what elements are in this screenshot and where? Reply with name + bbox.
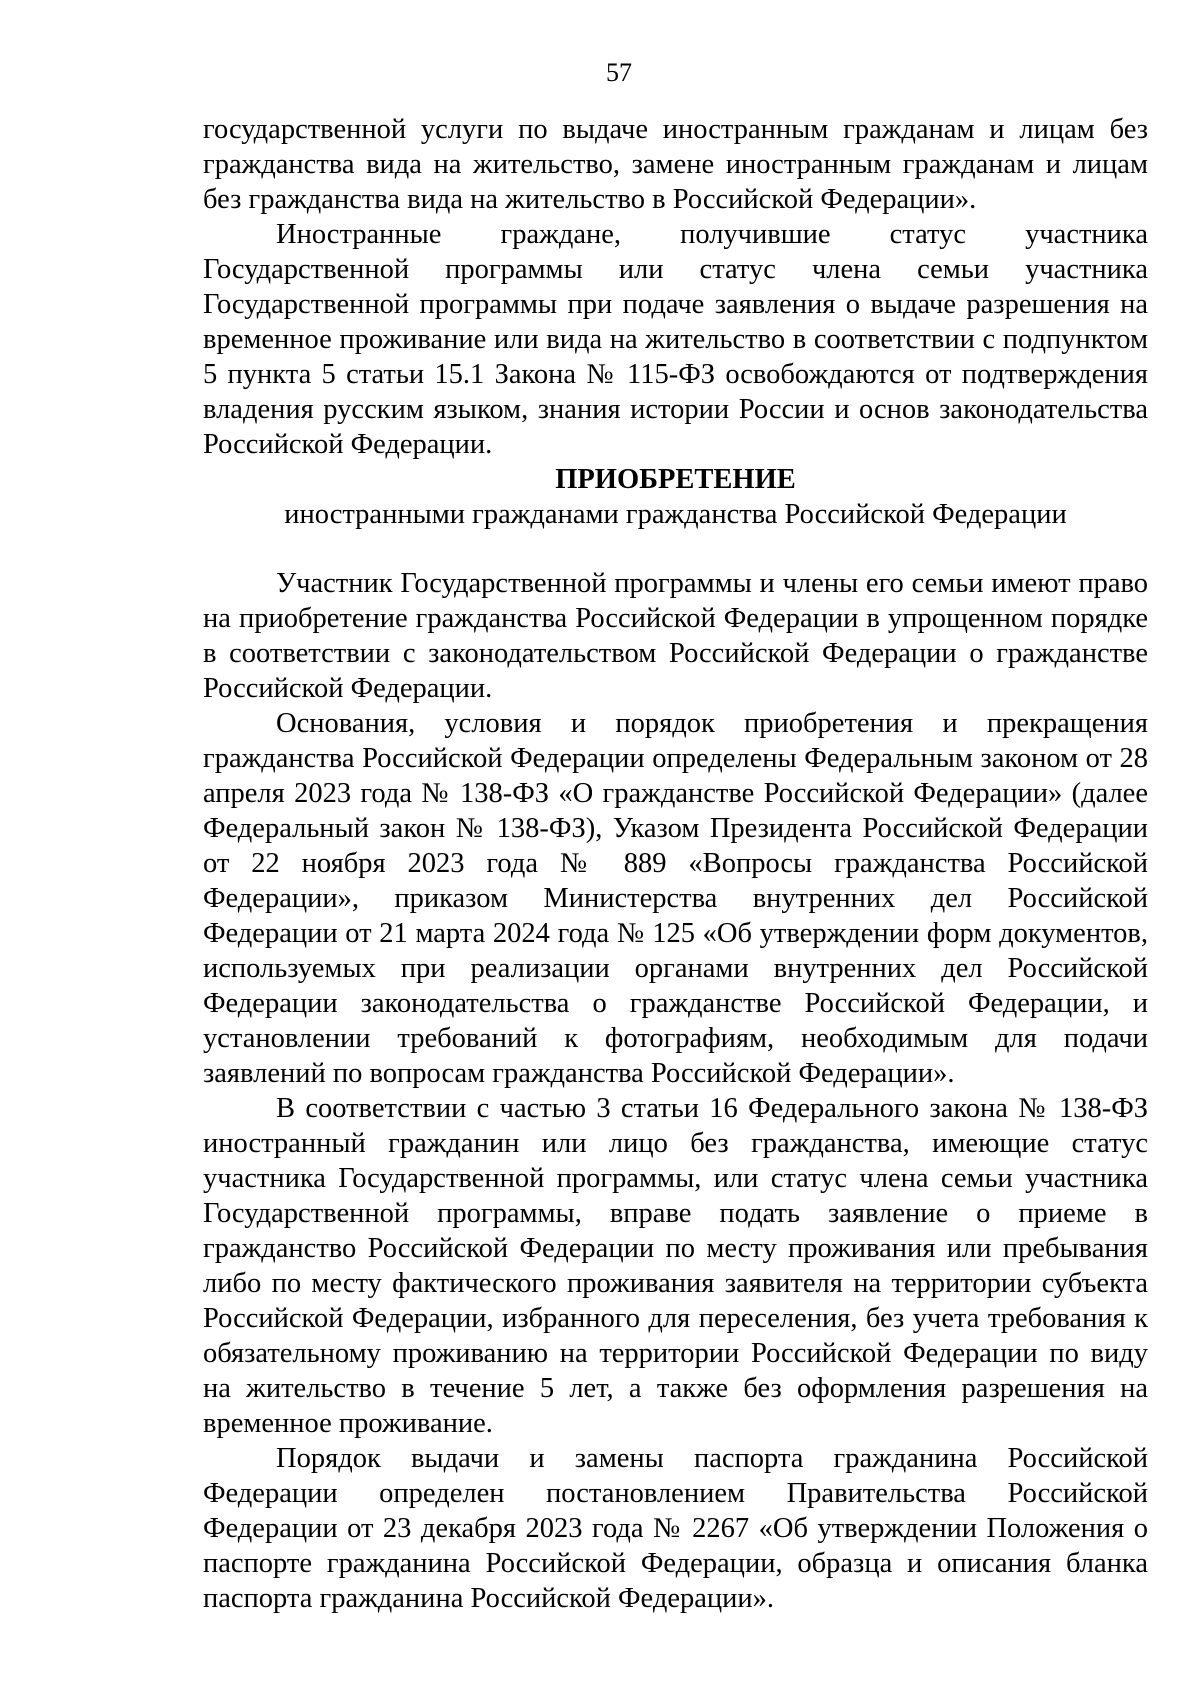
paragraph: Участник Государственной программы и члены его семьи имеют право на приобретение гражданства Российской Федерации в упрощенном порядке в соответствии с законодательством Российской Федерации о гражданстве Российской Федерации. [203,568,1148,704]
section-subheading: иностранными гражданами гражданства Российской Федерации [284,499,1067,530]
paragraph: Основания, условия и порядок приобретения и прекращения гражданства Российской Федерации определены Федеральным законом от 28 апреля 2023 года № 138-ФЗ «О гражданстве Российской Федерации» (далее Федеральный закон № 138-ФЗ), Указом Президента Российской Федерации от 22 ноября 2023 года № 889 «Вопросы гражданства Российской Федерации», приказом Министерства внутренних дел Российской Федерации от 21 марта 2024 года № 125 «Об утверждении форм документов, используемых при реализации органами внутренних дел Российской Федерации законодательства о гражданстве Российской Федерации, и установлении требований к фотографиям, необходимым для подачи заявлений по вопросам гражданства Российской Федерации». [203,708,1148,1089]
paragraph: Порядок выдачи и замены паспорта гражданина Российской Федерации определен постановлением Правительства Российской Федерации от 23 декабря 2023 года № 2267 «Об утверждении Положения о паспорте гражданина Российской Федерации, образца и описания бланка паспорта гражданина Российской Федерации». [203,1443,1148,1614]
document-body [203,112,1148,1616]
section-heading: ПРИОБРЕТЕНИЕ [555,464,796,495]
page-number: 57 [606,58,632,87]
paragraph: Иностранные граждане, получившие статус участника Государственной программы или статус члена семьи участника Государственной программы при подаче заявления о выдаче разрешения на временное проживание или вида на жительство в соответствии с подпунктом 5 пункта 5 статьи 15.1 Закона № 115-ФЗ освобождаются от подтверждения владения русским языком, знания истории России и основ законодательства Российской Федерации. [203,219,1148,460]
paragraph: В соответствии с частью 3 статьи 16 Федерального закона № 138-ФЗ иностранный гражданин или лицо без гражданства, имеющие статус участника Государственной программы, или статус члена семьи участника Государственной программы, вправе подать заявление о приеме в гражданство Российской Федерации по месту проживания или пребывания либо по месту фактического проживания заявителя на территории субъекта Российской Федерации, избранного для переселения, без учета требования к обязательному проживанию на территории Российской Федерации по виду на жительство в течение 5 лет, а также без оформления разрешения на временное проживание. [203,1093,1148,1439]
paragraph-continuation: государственной услуги по выдаче иностранным гражданам и лицам без гражданства вида на жительство, замене иностранным гражданам и лицам без гражданства вида на жительство в Российской Федерации». [203,114,1148,215]
